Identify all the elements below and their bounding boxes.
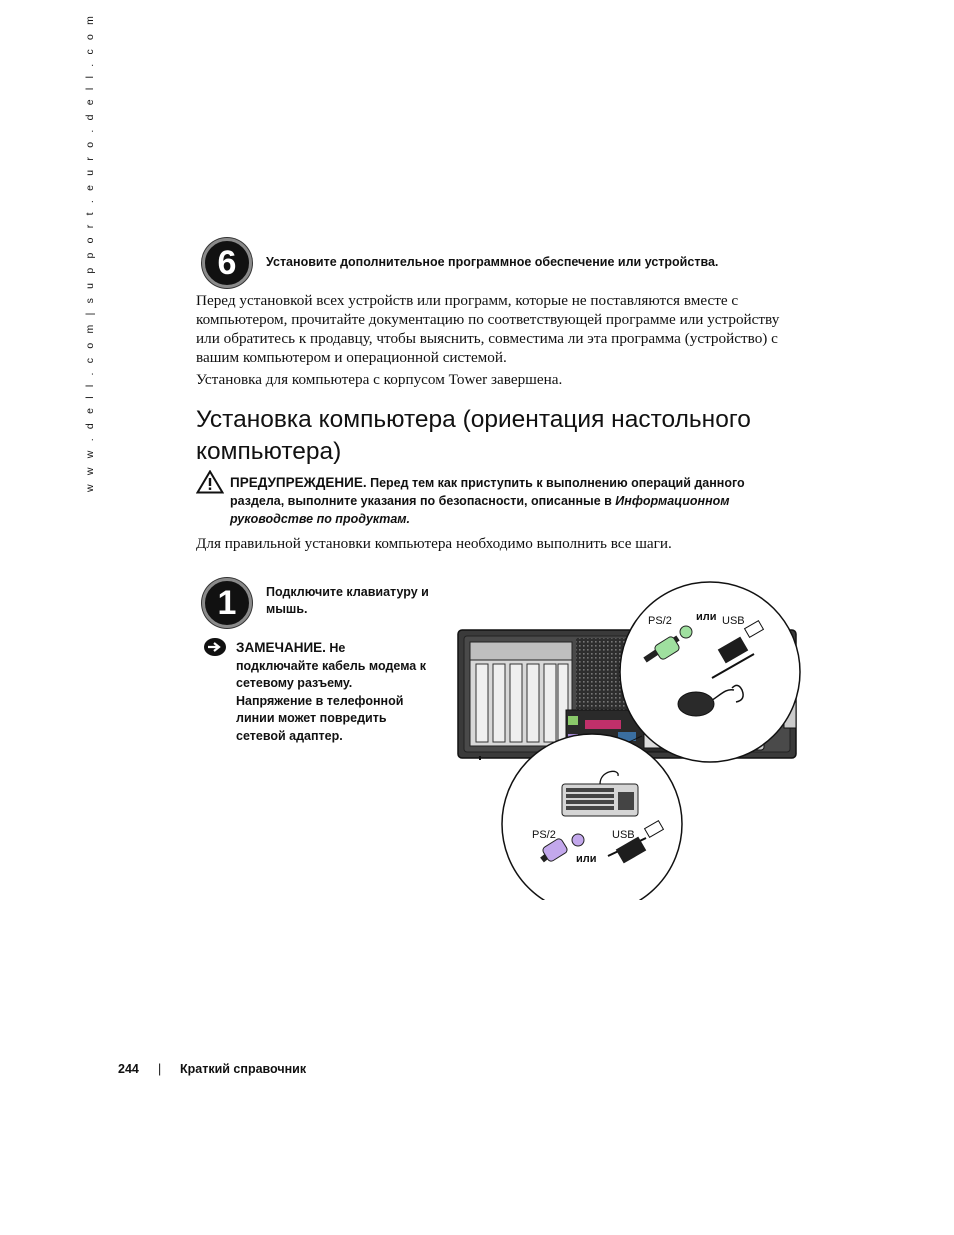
all-steps-text: Для правильной установки компьютера необходимо выполнить все шаги. <box>196 535 672 552</box>
warning-label: ПРЕДУПРЕЖДЕНИЕ. <box>230 475 367 490</box>
step-1-badge: 1 <box>202 578 252 628</box>
warning-text: Перед тем как приступить к выполнению операций данного раздела, выполните указания по безопасности, описанные в <box>230 476 745 508</box>
intro-paragraph: Перед установкой всех устройств или программ, которые не поставляются вместе с компьютером, прочитайте документацию по соответствующей программе или устройству или обратитесь к продавцу, чтобы выяснить, совместима ли эта программа (устройство) с вашим компьютером и операционной системой. <box>196 292 780 366</box>
mouse-or-label: или <box>696 611 717 623</box>
keyboard-callout <box>502 734 682 900</box>
warning-doc-title: Информационном руководстве по продуктам <box>230 494 730 526</box>
mouse-callout <box>620 582 800 762</box>
note-text: Не подключайте кабель модема к сетевому разъему. Напряжение в телефонной линии может повредить сетевой адаптер. <box>236 641 426 743</box>
step-6-title: Установите дополнительное программное обеспечение или устройства. <box>266 255 719 269</box>
footer-title: Краткий справочник <box>180 1062 307 1076</box>
warning-end: . <box>406 512 411 526</box>
section-heading: Установка компьютера (ориентация настольного компьютера) <box>196 406 751 465</box>
note-block <box>236 639 426 745</box>
mouse-usb-label: USB <box>722 615 745 627</box>
tower-complete-text: Установка для компьютера с корпусом Tower завершена. <box>196 371 563 388</box>
keyboard-usb-label: USB <box>612 829 635 841</box>
page-number: 244 <box>118 1062 139 1076</box>
mouse-ps2-label: PS/2 <box>648 615 672 627</box>
step-1-title: Подключите клавиатуру и мышь. <box>266 585 429 616</box>
warning-icon <box>196 470 224 494</box>
note-label: ЗАМЕЧАНИЕ. <box>236 640 326 655</box>
step-6-badge: 6 <box>202 238 252 288</box>
side-url: w w w . d e l l . c o m | s u p p o r t . e u r o . d e l l . c o m <box>84 12 96 492</box>
connection-illustration <box>450 580 810 900</box>
note-icon <box>203 637 227 657</box>
warning-block <box>230 474 790 528</box>
keyboard-ps2-label: PS/2 <box>532 829 556 841</box>
footer-separator: | <box>158 1062 162 1076</box>
keyboard-or-label: или <box>576 853 597 865</box>
